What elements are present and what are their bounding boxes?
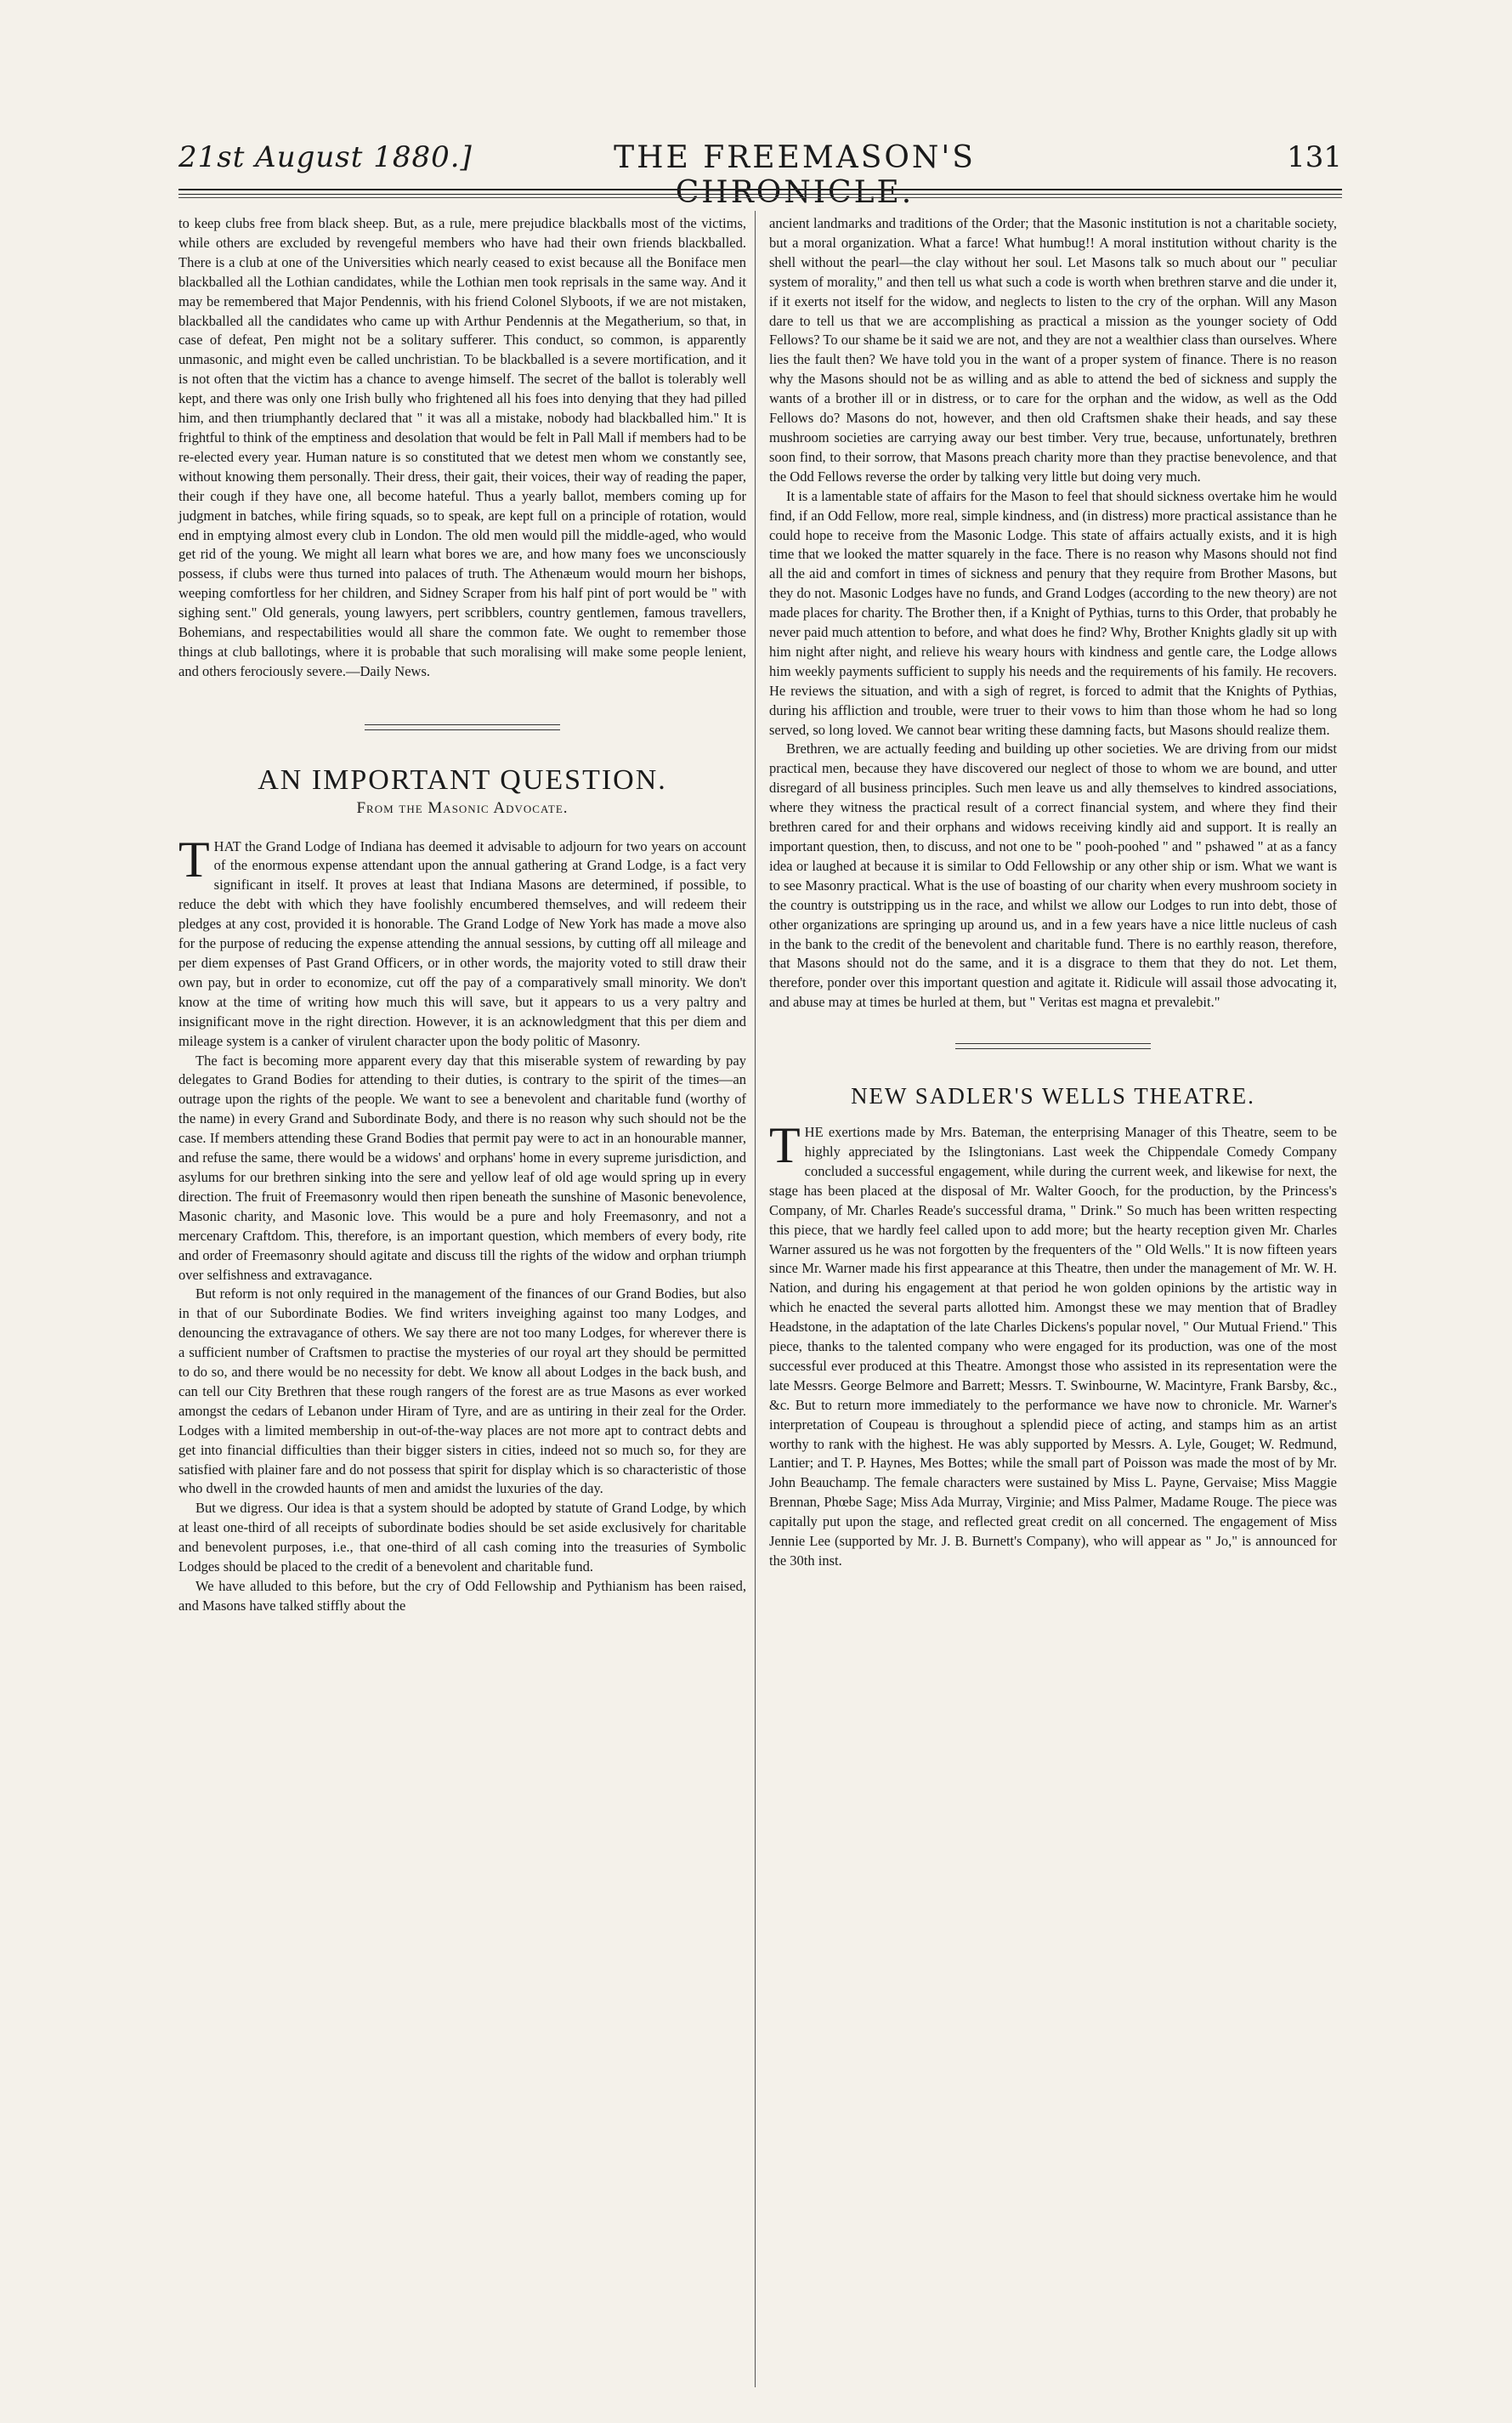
issue-date: 21st August 1880.] — [178, 140, 473, 174]
article-paragraph-2: The fact is becoming more apparent every day that this miserable system of rewarding by pay delegates to Grand Bodies for attending to their duties, is contrary to the spirit of the times—an outrage upon the rights of the people. We want to see a benevolent and charitable fund (worthy of the name) in every Grand and Subordinate Body, and there is no reason why such should not be the case. If members attending these Grand Bodies that permit pay were to act in an honourable manner, and refuse the same, there would be a widows' and orphans' home in every supreme jurisdiction, and asylums for our brethren sinking into the sere and yellow leaf of old age would spring up in every direction. The fruit of Freemasonry would then ripen beneath the sunshine of Masonic benevolence, Masonic charity, and Masonic love. This would be a pure and holy Freemasonry, and not a mercenary Craftdom. This, therefore, is an important question, which members of every body, rite and order of Freemasonry should agitate and discuss till the rights of the widow and orphan triumph over selfishness and extravagance. — [178, 1052, 746, 1283]
article-continued-paragraph-2: It is a lamentable state of affairs for the Mason to feel that should sickness overtake him he would find, if an Odd Fellow, more real, simple kindness, and (in distress) more practical assistance than he could hope to receive from the Masonic Lodge. This state of affairs actually exists, and it is high time that we looked the matter squarely in the face. There is no reason why Masons should not find all the aid and comfort in times of sickness and penury that they require from Brother Masons, but they do not. Masonic Lodges have no funds, and Grand Lodges (according to the new theory) are not made places for charity. The Brother then, if a Knight of Pythias, turns to this Order, that probably he never paid much attention to before, and what does he find? Why, Brother Knights gladly sit up with him night after night, and relieve his weary hours with kindness and gentle care, the Lodge allows him weekly payments sufficient to supply his needs and the requirements of his family. He recovers. He reviews the situation, and with a sigh of regret, is forced to admit that the Knights of Pythias, during his affliction and trouble, were truer to their vows to him than those whom he had so long served, so long loved. We cannot bear writing these damning facts, but Masons should realize them. — [769, 487, 1337, 738]
section-separator — [365, 724, 560, 730]
article-paragraph-4: But we digress. Our idea is that a system should be adopted by statute of Grand Lodge, by which at least one-third of all receipts of subordinate bodies should be set aside exclusively for charitable and benevolent purposes, i.e., that one-third of all cash coming into the treasuries of Symbolic Lodges should be placed to the credit of a benevolent and charitable fund. — [178, 1500, 746, 1575]
spacer — [769, 1106, 1337, 1123]
header-rule-thin — [178, 197, 1342, 198]
article-continued-paragraph-1: ancient landmarks and traditions of the Order; that the Masonic institution is not a charitable society, but a moral organization. What a farce! What humbug!! A moral institution without charity is the shell without the pearl—the clay without her soul. Let Masons talk so much about our " peculiar system of morality," and then tell us what such a code is worth when brethren starve and die under it, if it exerts not itself for the widow, and neglects to listen to the cry of the orphan. Will any Mason dare to tell us that we are accomplishing as practical a mission as the younger society of Odd Fellows? To our shame be it said we are not, and they are not a wealthier class than ourselves. Where lies the fault then? We have told you in the want of a proper system of finance. There is no reason why the Masons should not be as willing and as able to attend the bed of sickness and supply the wants of a brother ill or in distress, or to care for the orphan and the widow, as well as the Odd Fellows do? Masons do not, however, and then old Craftsmen shake their heads, and say these mushroom societies are carrying away our best timber. Very true, because, unfortunately, brethren soon find, to their sorrow, that Masons preach charity more than they practise benevolence, and that the Odd Fellows reverse the order by talking very little but doing very much. — [769, 215, 1337, 485]
section-separator — [955, 1043, 1151, 1049]
page-number: 131 — [1287, 140, 1342, 174]
clubs-paragraph: to keep clubs free from black sheep. But, as a rule, mere prejudice blackballs most of the victims, while others are excluded by revengeful members who have had their own friends blackballed. There is a club at one of the Universities which nearly ceased to exist because all the Boniface men blackballed all the Lothian candidates, while the Lothian men took reprisals in the same way. And it may be remembered that Major Pendennis, with his friend Colonel Slyboots, if we are not mistaken, blackballed all the candidates who came up with Arthur Pendennis at the Megatherium, so that, in case of defeat, Pen might not be a solitary sufferer. This conduct, so common, is apparently unmasonic, and might even be called unchristian. To be blackballed is a severe mortification, and it is not often that the victim has a chance to avenge himself. The secret of the ballot is tolerably well kept, and there was only one Irish bully who frightened all his foes into denying that they had pilled him, and then triumphantly declared that " it was all a mistake, nobody had blackballed him." It is frightful to think of the emptiness and desolation that would be felt in Pall Mall if members had to be re-elected every year. Human nature is so constituted that we detest men whom we constantly see, without knowing them personally. Their dress, their gait, their voices, their way of reading the paper, their cough if they have one, all become hateful. Thus a yearly ballot, members coming up for judgment in batches, while firing squads, so to speak, are kept full on a principle of rotation, would end in emptying almost every club in London. The old men would pill the middle-aged, who would get rid of the young. We might all learn what bores we are, and how many foes we unconsciously possess, if clubs were thus turned into palaces of truth. The Athenæum would mourn her bishops, weeping comfortless for her children, and Sidney Scraper from his half pint of port would be " with sighing sent." Old generals, young lawyers, pert scribblers, country gentlemen, famous travellers, Bohemians, and respectabilities would all share the common fate. We ought to remember those things at club ballotings, where it is probable that such moralising will make some people lenient, and others ferociously severe.—Daily News. — [178, 215, 746, 679]
right-column — [769, 214, 1337, 1571]
publication-title: THE FREEMASON'S CHRONICLE. — [614, 140, 976, 210]
drop-cap: T — [769, 1117, 801, 1174]
theatre-article-title: NEW SADLER'S WELLS THEATRE. — [851, 1083, 1255, 1109]
article-paragraph-1 — [178, 831, 746, 1052]
header-rule — [178, 189, 1342, 195]
article-title: AN IMPORTANT QUESTION. — [258, 763, 667, 796]
drop-cap: T — [178, 831, 210, 888]
lead-in: HAT — [213, 837, 241, 854]
article-paragraph-3: But reform is not only required in the management of the finances of our Grand Bodies, but also in that of our Subordinate Bodies. We find writers inveighing against too many Lodges, and denouncing the extravagance of others. We say there are not too many Lodges, for wherever there is a sufficient number of Craftsmen to practise the mysteries of our royal art they should be permitted to do so, and there would be no necessity for debt. We know all about Lodges in the back bush, and can tell our City Brethren that these rough rangers of the forest are as true Masons as ever worked amongst the cedars of Lebanon under Hiram of Tyre, and are as untiring in their zeal for the Order. Lodges with a limited membership in out-of-the-way places are not more apt to contract debts and get into financial difficulties than their bigger sisters in cities, indeed not so much so, for they are satisfied with plainer fare and do not possess that spirit for display which is so characteristic of those who dwell in the crowded haunts of men and amidst the luxuries of the day. — [178, 1285, 746, 1497]
column-divider — [755, 211, 756, 2387]
lead-in: HE — [804, 1124, 824, 1141]
article-paragraph-5: We have alluded to this before, but the cry of Odd Fellowship and Pythianism has been raised, and Masons have talked stiffly about the — [178, 1578, 746, 1614]
page-header — [178, 140, 1342, 210]
paragraph-text: exertions made by Mrs. Bateman, the enterprising Manager of this Theatre, seem to be highly appreciated by the Islingtonians. Last week the Chippendale Comedy Company concluded a successful engagement, while during the current week, and likewise for next, the stage has been placed at the disposal of Mr. Walter Gooch, for the production, by the Princess's Company, of Mr. Charles Reade's successful drama, " Drink." So much has been written respecting this piece, that we hardly feel called upon to add more; but the hearty reception given Mr. Charles Warner assured us he was not forgotten by the frequenters of the " Old Wells." It is now fifteen years since Mr. Warner made his first appearance at this Theatre, then under the management of Mr. W. H. Nation, and during his engagement at that period he won golden opinions by the artistic way in which he enacted the several parts allotted him. Amongst these we may mention that of Bradley Headstone, in the adaptation of the late Charles Dickens's popular novel, " Our Mutual Friend." This piece, thanks to the talented company who were engaged for its production, was one of the most successful ever produced at this Theatre. Amongst those who assisted in its representation were the late Messrs. George Belmore and Barrett; Messrs. T. Swinbourne, W. Macintyre, Frank Barsby, &c., &c. But to return more immediately to the performance we have now to chronicle. Mr. Warner's interpretation of Coupeau is throughout a splendid piece of acting, and stamps him as an artist worthy to rank with the highest. He was ably supported by Messrs. A. Lyle, Gouget; W. Redmund, Lantier; and T. P. Haynes, Mes Bottes; while the small part of Poisson was made the most of by Mr. John Beauchamp. The female characters were sustained by Miss L. Payne, Gervaise; Miss Maggie Brennan, Phœbe Sage; Miss Ada Murray, Virginie; and Miss Palmer, Madame Rouge. The piece was capitally put upon the stage, and reflected great credit on all concerned. The engagement of Miss Jennie Lee (supported by Mr. J. B. Burnett's Company), who will appear as " Jo," is announced for the 30th inst. — [769, 1124, 1337, 1569]
article-continued-paragraph-3: Brethren, we are actually feeding and building up other societies. We are driving from our midst practical men, because they have discovered our neglect of those to whom we are bound, and utter disregard of all business principles. Such men leave us and ally themselves to kindred associations, where they witness the practical result of a correct financial system, and where they find their brethren cared for and their orphans and widows receiving kindly aid and support. It is really an important question, then, to discuss, and not one to be " pooh-poohed " and " pshawed " at as a fancy idea or laughed at because it is similar to Odd Fellowship or any other ship or ism. What we want is to see Masonry practical. What is the use of boasting of our charity when every mushroom society in the country is outstripping us in the race, and whilst we allow our Lodges to run into debt, those of other organizations are springing up around us, and in a few years have a nice little nucleus of cash in the bank to the credit of the benevolent and charitable fund. There is no earthly reason, therefore, that Masons should not do the same, and it is a disgrace to them that they do not. Let them, therefore, ponder over this important question and agitate it. Ridicule will assail those advocating it, and abuse may at times be hurled at them, but " Veritas est magna et prevalebit." — [769, 741, 1337, 1011]
article-source: From the Masonic Advocate. — [356, 798, 569, 817]
theatre-paragraph — [769, 1117, 1337, 1571]
paragraph-text: the Grand Lodge of Indiana has deemed it advisable to adjourn for two years on account of the enormous expense attendant upon the annual gathering at Grand Lodge, is a fact very significant in itself. It proves at least that Indiana Masons are determined, if possible, to reduce the debt with which they have foolishly encumbered themselves, and will redeem their pledges at any cost, provided it is honorable. The Grand Lodge of New York has made a move also for the purpose of reducing the expense attending the annual sessions, by cutting off all mileage and per diem expenses of Past Grand Officers, or in other words, the majority voted to still draw their own pay, but in order to economize, cut off the pay of a comparatively small minority. We don't know at the time of writing how much this will save, but it appears to us a very paltry and insignificant move in the right direction. However, it is an acknowledgment that this per diem and mileage system is a canker of virulent character upon the body politic of Masonry. — [178, 837, 746, 1049]
left-column — [178, 214, 746, 1616]
